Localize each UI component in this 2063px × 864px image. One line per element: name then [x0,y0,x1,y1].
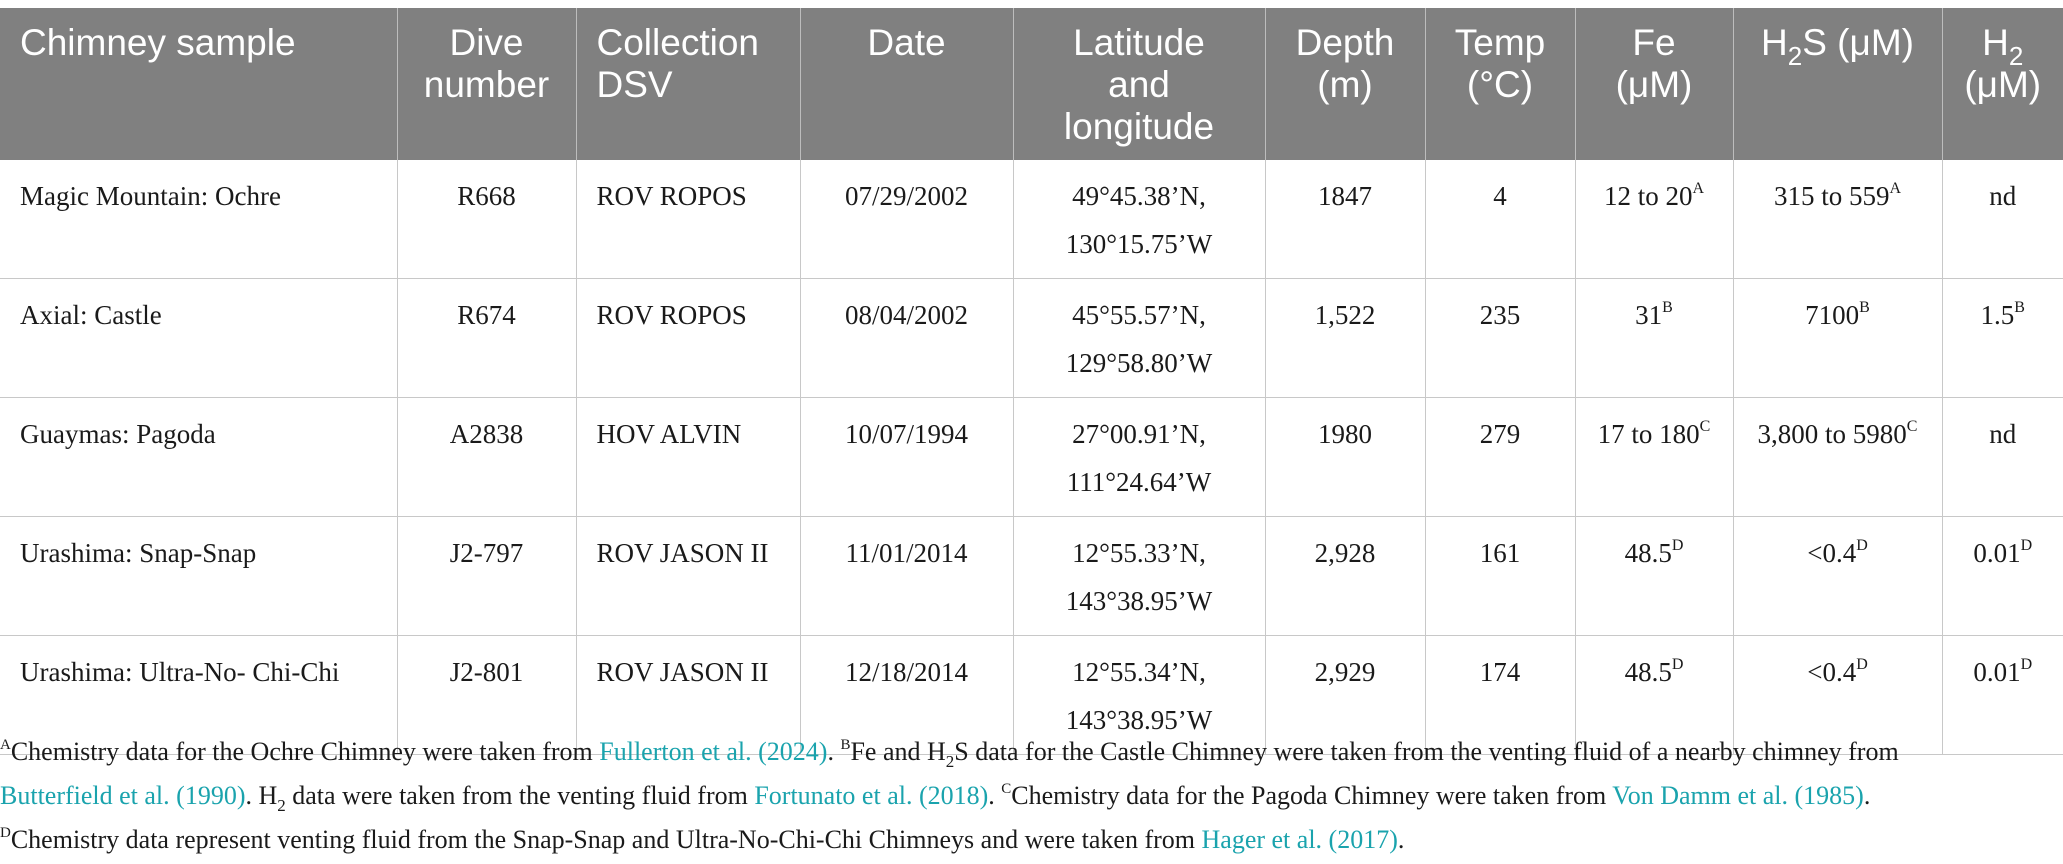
cell-fe: 17 to $180^C$ [1575,398,1733,517]
cell-sample: Urashima: Ultra-No- Chi-Chi [0,636,397,755]
chimney-data-table [0,8,2063,755]
header-depth: Depth (m) [1265,8,1425,160]
cell-h2: $1.5^B$ [1942,279,2063,398]
cell-h2s: $<0.4^D$ [1733,636,1942,755]
cell-depth: 1,522 [1265,279,1425,398]
table-row [0,279,2063,398]
cell-h2s: 315 to $559^A$ [1733,160,1942,279]
cell-date: 11/01/2014 [800,517,1013,636]
cell-latlon: 49°45.38’N, 130°15.75’W [1013,160,1265,279]
cell-dive: R674 [397,279,576,398]
footnote-b-text: Fe and H [850,737,946,766]
header-chimney-sample: Chimney sample [0,8,397,160]
cell-sample: Urashima: Snap-Snap [0,517,397,636]
cell-collection: ROV ROPOS [576,160,800,279]
cell-temp: 235 [1425,279,1575,398]
cell-temp: 161 [1425,517,1575,636]
footnote-c-marker: C [1001,781,1012,797]
cell-collection: HOV ALVIN [576,398,800,517]
cell-depth: 2,928 [1265,517,1425,636]
header-dive-number: Dive number [397,8,576,160]
cell-date: 08/04/2002 [800,279,1013,398]
header-row [0,8,2063,160]
cell-h2s: 3,800 to $5980^C$ [1733,398,1942,517]
table-body [0,160,2063,755]
footnote-d-marker: D [0,825,11,841]
cell-dive: J2-797 [397,517,576,636]
cell-h2: $0.01^D$ [1942,517,2063,636]
reference-link-hager[interactable]: Hager et al. (2017) [1201,825,1398,854]
reference-link-fortunato[interactable]: Fortunato et al. (2018) [754,781,989,810]
cell-depth: 1847 [1265,160,1425,279]
cell-fe: $31^B$ [1575,279,1733,398]
cell-h2s: $7100^B$ [1733,279,1942,398]
cell-date: 12/18/2014 [800,636,1013,755]
cell-collection: ROV JASON II [576,636,800,755]
cell-h2: nd [1942,160,2063,279]
cell-fe: 12 to $20^A$ [1575,160,1733,279]
header-h2s: $H_2S$ (μM) [1733,8,1942,160]
cell-sample: Axial: Castle [0,279,397,398]
table-row [0,160,2063,279]
cell-dive: J2-801 [397,636,576,755]
header-date: Date [800,8,1013,160]
table-row [0,517,2063,636]
footnote-a-marker: A [0,737,11,753]
footnote-b-marker: B [840,737,851,753]
cell-fe: $48.5^D$ [1575,517,1733,636]
cell-temp: 174 [1425,636,1575,755]
table-header [0,8,2063,160]
cell-h2: nd [1942,398,2063,517]
cell-date: 07/29/2002 [800,160,1013,279]
reference-link-fullerton[interactable]: Fullerton et al. (2024) [599,737,828,766]
cell-fe: $48.5^D$ [1575,636,1733,755]
table-footnotes: $^A$Chemistry data for the Ochre Chimney were taken from Fullerton et al. (2024). $^B$Fe and $H_2S$ data for the Castle Chimney were taken from the venting fluid of a nearby chimney from Butterfield et al. (1990). $H_2$ data were taken from the venting fluid from Fortunato et al. (2018). $^C$Chemistry data for the Pagoda Chimney were taken from Von Damm et al. (1985). $^D$Chemistry data represent venting fluid from the Snap-Snap and Ultra-No-Chi-Chi Chimneys and were taken from Hager et al. (2017). [0,737,1899,854]
cell-date: 10/07/1994 [800,398,1013,517]
cell-sample: Magic Mountain: Ochre [0,160,397,279]
cell-latlon: 12°55.33’N, 143°38.95’W [1013,517,1265,636]
cell-temp: 279 [1425,398,1575,517]
cell-dive: A2838 [397,398,576,517]
header-collection-dsv: Collection DSV [576,8,800,160]
cell-depth: 1980 [1265,398,1425,517]
reference-link-butterfield[interactable]: Butterfield et al. (1990) [0,781,246,810]
header-fe: Fe (μM) [1575,8,1733,160]
cell-sample: Guaymas: Pagoda [0,398,397,517]
cell-dive: R668 [397,160,576,279]
reference-link-von-damm[interactable]: Von Damm et al. (1985) [1612,781,1864,810]
cell-h2: $0.01^D$ [1942,636,2063,755]
cell-depth: 2,929 [1265,636,1425,755]
cell-temp: 4 [1425,160,1575,279]
cell-collection: ROV ROPOS [576,279,800,398]
table-row [0,398,2063,517]
cell-h2s: $<0.4^D$ [1733,517,1942,636]
footnote-c-text: Chemistry data for the Pagoda Chimney were taken from [1011,781,1613,810]
header-h2: $H_2$ (μM) [1942,8,2063,160]
footnote-a-text: Chemistry data for the Ochre Chimney were taken from [10,737,600,766]
cell-latlon: 45°55.57’N, 129°58.80’W [1013,279,1265,398]
footnote-d-text: Chemistry data represent venting fluid from the Snap-Snap and Ultra-No-Chi-Chi Chimneys and were taken from [10,825,1202,854]
cell-collection: ROV JASON II [576,517,800,636]
header-temp: Temp (°C) [1425,8,1575,160]
header-latitude-longitude: Latitude and longitude [1013,8,1265,160]
cell-latlon: 27°00.91’N, 111°24.64’W [1013,398,1265,517]
cell-latlon: 12°55.34’N, 143°38.95’W [1013,636,1265,755]
